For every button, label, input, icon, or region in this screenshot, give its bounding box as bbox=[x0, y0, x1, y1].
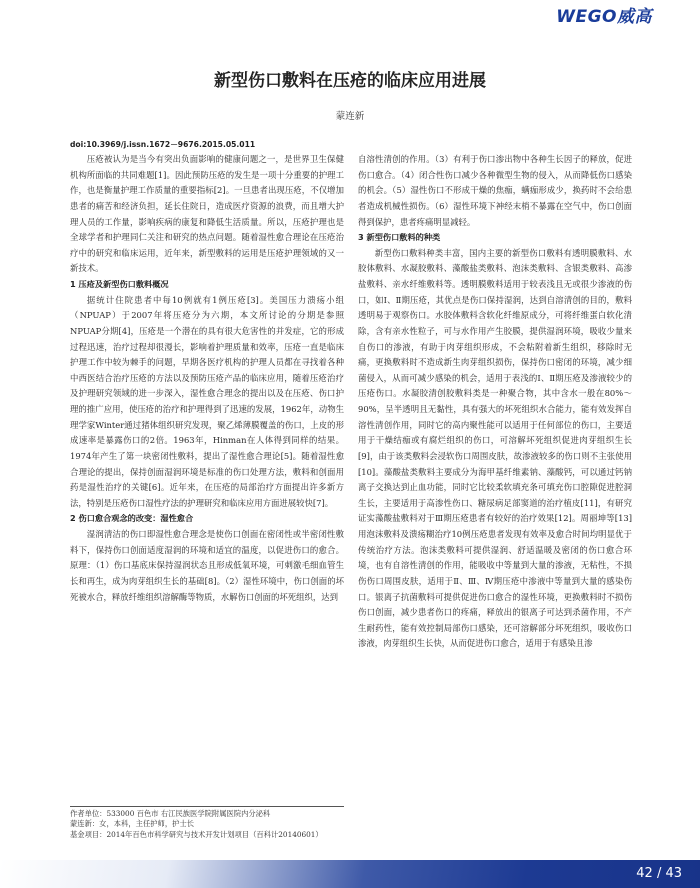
footer-band bbox=[0, 860, 700, 888]
right-column bbox=[358, 152, 632, 652]
article-author: 蒙连新 bbox=[335, 111, 365, 122]
section-3-paragraph: 新型伤口敷料种类丰富，国内主要的新型伤口敷料有透明膜敷料、水胶体敷料、水凝胶敷料、藻酸盐类敷料、泡沫类敷料、含银类敷料、高渗盐敷料、亲水纤维敷料等。透明膜敷料适用于较表浅且无或很少渗液的伤口，如Ⅰ、Ⅱ期压疮，其优点是伤口保持湿润，达到自溶清创的目的，敷料透明易于观察伤口。水胶体敷料含软化纤维原成分，可将纤维蛋白软化清除，含有亲水性粒子，可与水作用产生胶膜，提供湿润环境，吸收少量来自伤口的渗液，有助于肉芽组织形成，不会粘附着新生组织，移除时无痛，更换敷料时不造成新生肉芽组织损伤，保持伤口密闭的环境，减少细菌侵入，从而可减少感染的机会，适用于表浅的Ⅰ、Ⅱ期压疮及渗液较少的压疮伤口。水凝胶清创胶敷料类是一种聚合物，其中含水一般在80%～90%，呈半透明且无黏性，具有强大的坏死组织水合能力，能有效发挥自溶性清创作用，同时它的高内聚性能可以适用于任何部位的伤口，主要适用于干燥结痂或有腐烂组织的伤口，可溶解坏死组织促进肉芽组织生长[9]，由于该类敷料会浸软伤口周围皮肤，故渗液较多的伤口则不主张使用[10]。藻酸盐类敷料主要成分为海甲基纤维素钠、藻酸钙，可以通过钙钠离子交换达到止血功能，同时它比较柔软填充条可填充伤口腔隙促进腔洞生长，主要适用于高渗性伤口、糖尿病足部窦道的治疗植皮[11]，有研究证实藻酸盐敷料对于Ⅲ期压疮患者有较好的治疗效果[12]。周丽坤等[13]用泡沫敷料及溃疡糊治疗10例压疮患者发现有效率及愈合时间均明显优于传统治疗方法。泡沫类敷料可提供湿润、舒适温暖及密闭的伤口愈合环境，也有自溶性清创的作用，能吸收中等量到大量的渗液，无粘性，不损伤伤口周围皮肤，适用于Ⅱ、Ⅲ、Ⅳ期压疮中渗液中等量到大量的感染伤口。银离子抗菌敷料可提供促进伤口愈合的湿性环境，更换敷料时不损伤伤口创面，减少患者伤口的疼痛，释放出的银离子可达到杀菌作用，不产生耐药性，能有效控制局部伤口感染，还可溶解部分坏死组织，吸收伤口渗液，肉芽组织生长快，从而促进伤口愈合，适用于有感染且渗 bbox=[358, 247, 632, 649]
section-1-paragraph: 据统计住院患者中每10例就有1例压疮[3]。美国压力溃疡小组（NPUAP）于2007年将压疮分为六期，本文所讨论的分期是参照NPUAP分期[4]，压疮是一个潜在的具有很大危害性的并发症，它的形成过程迅速，治疗过程却很漫长，影响着护理质量和效率，压疮一直是临床护理工作中较为棘手的问题，早期各医疗机构的护理人员都在寻找着各种中西医结合治疗压疮的方法以及预防压疮产品的临床应用，随着压疮治疗及护理研究领域的进一步深入，湿性愈合理念的提出以及在压疮、伤口护理的推广应用，使压疮的治疗和护理得到了迅速的发展，1962年，动物生理学家Winter通过猪体组织研究发现，聚乙烯薄膜覆盖的伤口，上皮的形成速率是暴露伤口的2倍。1963年，Hinman在人体得到同样的结果。1974年产生了第一块密闭性敷料，提出了湿性愈合理论[5]。随着湿性愈合理论的提出，保持创面湿润环境是标准的伤口处理方法，敷料和创面用药是湿性治疗的关键[6]。近年来，在压疮的局部治疗方面提出许多新方法，特别是压疮伤口湿性疗法的护理研究和临床应用方面进展较快[7]。 bbox=[70, 294, 344, 508]
intro-paragraph: 压疮被认为是当今有突出负面影响的健康问题之一，是世界卫生保健机构所面临的共同难题[1]。因此预防压疮的发生是一项十分重要的护理工作，也是衡量护理工作质量的重要指标[2]。一旦患者出现压疮，不仅增加患者的痛苦和经济负担，延长住院日，造成医疗资源的浪费，而且增大护理人员的工作量，影响疾病的康复和降低生活质量。所以，压疮护理也是全球学者和护理同仁关注和研究的热点问题。随着湿性愈合理论在压疮治疗中的研究和临床运用，近年来，新型敷料的运用是压疮护理领域的又一新技术。 bbox=[70, 154, 344, 274]
section-1-heading: 1 压疮及新型伤口敷料概况 bbox=[70, 279, 169, 289]
left-column bbox=[70, 152, 344, 605]
section-2-heading: 2 伤口愈合观念的改变：湿性愈合 bbox=[70, 513, 194, 524]
footnote-fund: 基金项目：2014年百色市科学研究与技术开发计划项目（百科计20140601） bbox=[70, 829, 323, 839]
continuation-paragraph: 自溶性清创的作用。（3）有利于伤口渗出物中各种生长因子的释放，促进伤口愈合。（4）闭合性伤口减少各种微型生物的侵入，从而降低伤口感染的机会。（5）湿性伤口不形成干燥的焦痂，螨痂形成少，换药时不会给患者造成机械性损伤。（6）湿性环境下神经末梢不暴露在空气中，伤口创面得到保护，患者疼痛明显减轻。 bbox=[358, 154, 632, 227]
footnote bbox=[70, 809, 344, 840]
page-number: 42 / 43 bbox=[636, 866, 682, 881]
brand-logo: WEGO威高 bbox=[556, 7, 652, 27]
section-3-heading: 3 新型伤口敷料的种类 bbox=[358, 232, 441, 243]
footnote-divider bbox=[70, 806, 344, 807]
doi: doi:10.3969/j.issn.1672－9676.2015.05.011 bbox=[70, 140, 256, 149]
footnote-author-info: 蒙连新：女，本科，主任护师，护士长 bbox=[70, 819, 195, 829]
section-2-paragraph: 湿润清洁的伤口即湿性愈合理念是使伤口创面在密闭性或半密闭性敷料下，保持伤口创面适度湿润的环境和适宜的温度，以促进伤口的愈合。原理：（1）伤口基底床保持湿润状态且形成低氧环境，可刺激毛细血管生长和再生，成为肉芽组织生长的基础[8]。（2）湿性环境中，伤口创面的坏死被水合，释放纤维组织溶解酶等物质，水解伤口创面的坏死组织，达到 bbox=[70, 529, 344, 602]
article-title: 新型伤口敷料在压疮的临床应用进展 bbox=[214, 71, 486, 91]
footnote-affiliation: 作者单位：533000 百色市 右江民族医学院附属医院内分泌科 bbox=[70, 809, 271, 818]
